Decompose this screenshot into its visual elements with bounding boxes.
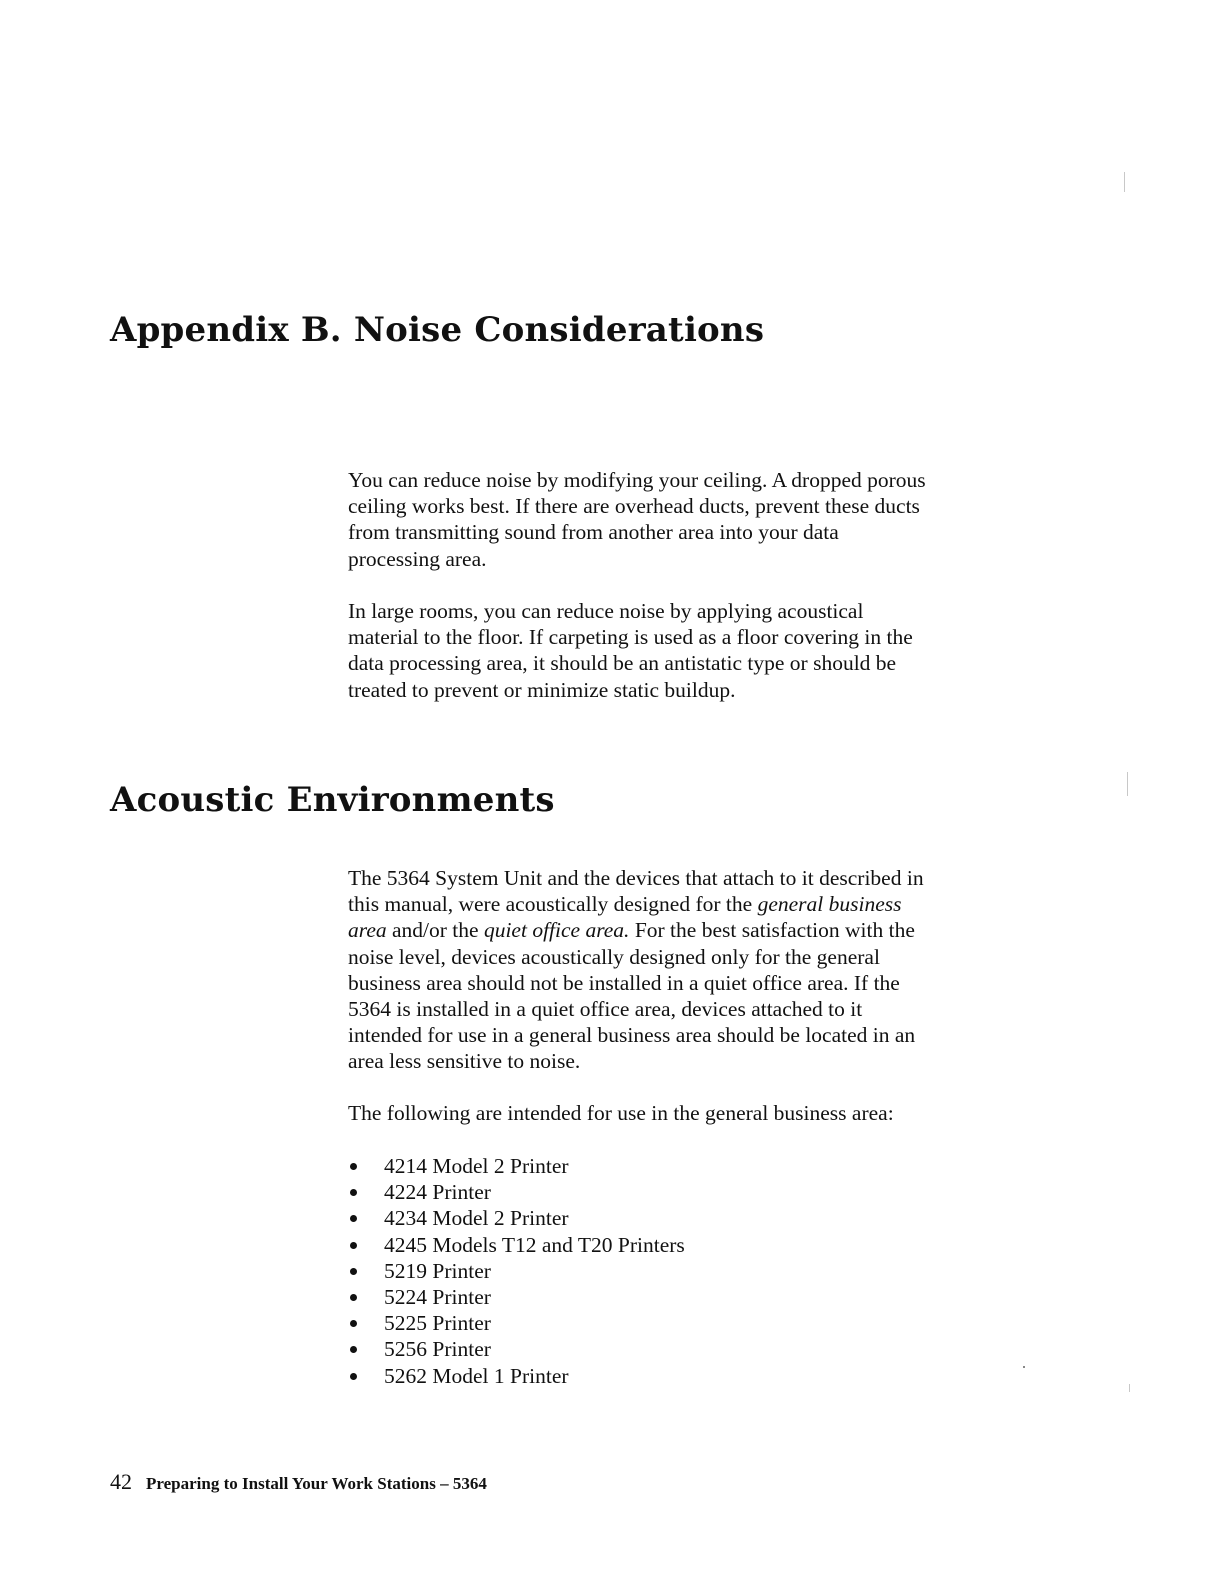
list-item-label: 4245 Models T12 and T20 Printers: [384, 1232, 685, 1257]
text-line: In large rooms, you can reduce noise by applying acoustical: [348, 599, 864, 623]
emphasis-general-business: general business: [757, 892, 902, 917]
list-item-label: 5256 Printer: [384, 1337, 491, 1362]
list-item-label: 5225 Printer: [384, 1311, 491, 1336]
text-line: area less sensitive to noise.: [348, 1049, 581, 1074]
text-line: treated to prevent or minimize static buildup.: [348, 677, 736, 702]
list-item-label: 4224 Printer: [384, 1180, 491, 1205]
acoustic-environments-heading: Acoustic Environments: [110, 780, 555, 820]
text-line: data processing area, it should be an antistatic type or should be: [348, 651, 897, 676]
text-line: [348, 891, 1068, 917]
bullet-icon: [350, 1268, 357, 1275]
page-number: 42: [110, 1469, 132, 1494]
scan-artifact: [1127, 772, 1128, 796]
text-line: from transmitting sound from another area into your data: [348, 520, 839, 545]
bullet-icon: [350, 1163, 357, 1170]
text-line: ceiling works best. If there are overhead ducts, prevent these ducts: [348, 494, 920, 519]
text-line: processing area.: [348, 546, 487, 571]
text-line: You can reduce noise by modifying your ceiling. A dropped porous: [348, 468, 926, 492]
text-run: For the best satisfaction with the: [629, 918, 915, 943]
text-line: The following are intended for use in the general business area:: [348, 1101, 894, 1125]
bullet-icon: [350, 1294, 357, 1301]
floor-paragraph: [348, 598, 1068, 703]
list-item: [348, 1258, 685, 1284]
emphasis-area: area: [348, 918, 387, 943]
text-line: 5364 is installed in a quiet office area, devices attached to it: [348, 997, 863, 1022]
text-line: noise level, devices acoustically designed only for the general: [348, 944, 880, 969]
list-item: [348, 1205, 685, 1231]
bullet-icon: [350, 1346, 357, 1353]
list-item-label: 5262 Model 1 Printer: [384, 1363, 569, 1388]
scan-artifact: [1023, 1366, 1025, 1368]
bullet-icon: [350, 1189, 357, 1196]
bullet-icon: [350, 1373, 357, 1380]
environments-paragraph: [348, 865, 1068, 1075]
text-line: [348, 917, 1068, 943]
text-run: this manual, were acoustically designed for the: [348, 892, 758, 917]
page-footer: [110, 1469, 487, 1495]
printer-list: [348, 1153, 685, 1389]
list-item: [348, 1284, 685, 1310]
text-line: material to the floor. If carpeting is used as a floor covering in the: [348, 625, 913, 650]
emphasis-quiet-office-area: quiet office area.: [483, 918, 630, 943]
running-title: Preparing to Install Your Work Stations – 5364: [146, 1474, 487, 1493]
text-line: intended for use in a general business area should be located in an: [348, 1023, 916, 1048]
scan-artifact: [1129, 1384, 1130, 1392]
list-item: [348, 1232, 685, 1258]
bullet-icon: [350, 1242, 357, 1249]
text-line: The 5364 System Unit and the devices that attach to it described in: [348, 866, 924, 890]
bullet-icon: [350, 1320, 357, 1327]
scan-artifact: [1124, 172, 1125, 192]
list-item: [348, 1363, 685, 1389]
text-line: business area should not be installed in a quiet office area. If the: [348, 970, 900, 995]
list-item-label: 5219 Printer: [384, 1258, 491, 1283]
list-item-label: 4234 Model 2 Printer: [384, 1206, 569, 1231]
list-item: [348, 1310, 685, 1336]
appendix-heading: Appendix B. Noise Considerations: [110, 310, 765, 350]
list-item: [348, 1153, 685, 1179]
list-intro-paragraph: [348, 1100, 1068, 1126]
list-item-label: 4214 Model 2 Printer: [384, 1154, 569, 1178]
list-item: [348, 1179, 685, 1205]
list-item-label: 5224 Printer: [384, 1285, 491, 1310]
list-item: [348, 1336, 685, 1362]
text-run: and/or the: [386, 918, 484, 943]
ceiling-paragraph: [348, 467, 1068, 572]
bullet-icon: [350, 1215, 357, 1222]
